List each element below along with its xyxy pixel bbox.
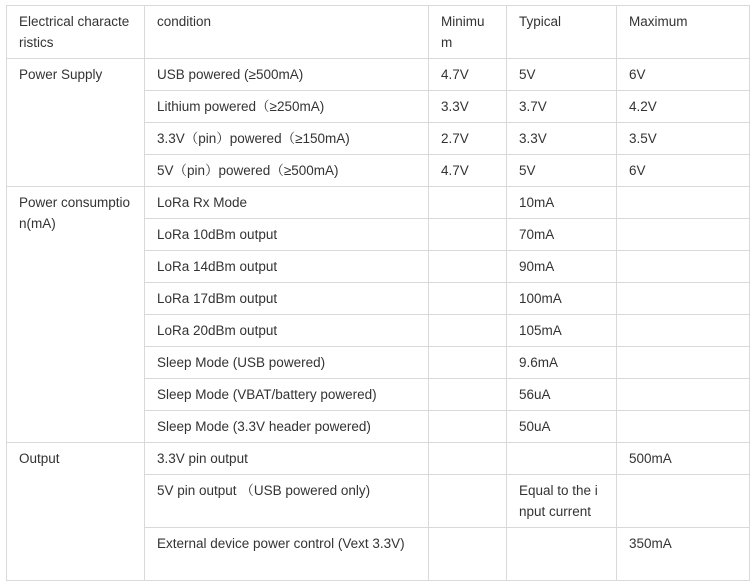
condition-cell: LoRa Rx Mode: [145, 187, 429, 219]
minimum-cell: 4.7V: [429, 155, 507, 187]
condition-cell: 3.3V（pin）powered（≥150mA): [145, 123, 429, 155]
minimum-cell: [429, 315, 507, 347]
minimum-cell: [429, 187, 507, 219]
condition-cell: 5V（pin）powered（≥500mA): [145, 155, 429, 187]
minimum-cell: 3.3V: [429, 91, 507, 123]
group-label-output: Output: [7, 443, 145, 581]
typical-cell: 100mA: [507, 283, 617, 315]
maximum-cell: 500mA: [617, 443, 750, 475]
minimum-cell: [429, 411, 507, 443]
maximum-cell: [617, 347, 750, 379]
header-cell-typical: Typical: [507, 6, 617, 59]
table-row: [7, 443, 750, 475]
condition-cell: Sleep Mode (USB powered): [145, 347, 429, 379]
maximum-cell: [617, 251, 750, 283]
maximum-cell: 3.5V: [617, 123, 750, 155]
maximum-cell: [617, 411, 750, 443]
typical-cell: 5V: [507, 155, 617, 187]
minimum-cell: [429, 443, 507, 475]
maximum-cell: [617, 475, 750, 528]
maximum-cell: 4.2V: [617, 91, 750, 123]
condition-cell: Sleep Mode (VBAT/battery powered): [145, 379, 429, 411]
minimum-cell: [429, 283, 507, 315]
maximum-cell: [617, 283, 750, 315]
condition-cell: LoRa 10dBm output: [145, 219, 429, 251]
header-cell-maximum: Maximum: [617, 6, 750, 59]
typical-cell: 3.3V: [507, 123, 617, 155]
condition-cell: LoRa 14dBm output: [145, 251, 429, 283]
minimum-cell: [429, 528, 507, 581]
group-label-power-supply: Power Supply: [7, 59, 145, 187]
maximum-cell: 6V: [617, 155, 750, 187]
condition-cell: LoRa 17dBm output: [145, 283, 429, 315]
typical-cell: Equal to the input current: [507, 475, 617, 528]
minimum-cell: 2.7V: [429, 123, 507, 155]
condition-cell: 3.3V pin output: [145, 443, 429, 475]
maximum-cell: [617, 219, 750, 251]
condition-cell: External device power control (Vext 3.3V): [145, 528, 429, 581]
typical-cell: 9.6mA: [507, 347, 617, 379]
condition-cell: LoRa 20dBm output: [145, 315, 429, 347]
condition-cell: 5V pin output （USB powered only): [145, 475, 429, 528]
condition-cell: Lithium powered（≥250mA): [145, 91, 429, 123]
typical-cell: 70mA: [507, 219, 617, 251]
header-cell-minimum: Minimum: [429, 6, 507, 59]
typical-cell: [507, 528, 617, 581]
typical-cell: 3.7V: [507, 91, 617, 123]
maximum-cell: [617, 187, 750, 219]
header-row: [7, 6, 750, 59]
typical-cell: 56uA: [507, 379, 617, 411]
typical-cell: 105mA: [507, 315, 617, 347]
header-cell-characteristics: Electrical characteristics: [7, 6, 145, 59]
table-row: [7, 59, 750, 91]
maximum-cell: [617, 379, 750, 411]
group-label-power-consumption: Power consumption(mA): [7, 187, 145, 443]
maximum-cell: 6V: [617, 59, 750, 91]
table-row: [7, 187, 750, 219]
typical-cell: 5V: [507, 59, 617, 91]
minimum-cell: [429, 219, 507, 251]
minimum-cell: [429, 475, 507, 528]
maximum-cell: [617, 315, 750, 347]
minimum-cell: [429, 379, 507, 411]
condition-cell: USB powered (≥500mA): [145, 59, 429, 91]
typical-cell: [507, 443, 617, 475]
condition-cell: Sleep Mode (3.3V header powered): [145, 411, 429, 443]
minimum-cell: 4.7V: [429, 59, 507, 91]
typical-cell: 50uA: [507, 411, 617, 443]
header-cell-condition: condition: [145, 6, 429, 59]
typical-cell: 90mA: [507, 251, 617, 283]
electrical-characteristics-table: [6, 5, 750, 581]
typical-cell: 10mA: [507, 187, 617, 219]
maximum-cell: 350mA: [617, 528, 750, 581]
minimum-cell: [429, 347, 507, 379]
minimum-cell: [429, 251, 507, 283]
